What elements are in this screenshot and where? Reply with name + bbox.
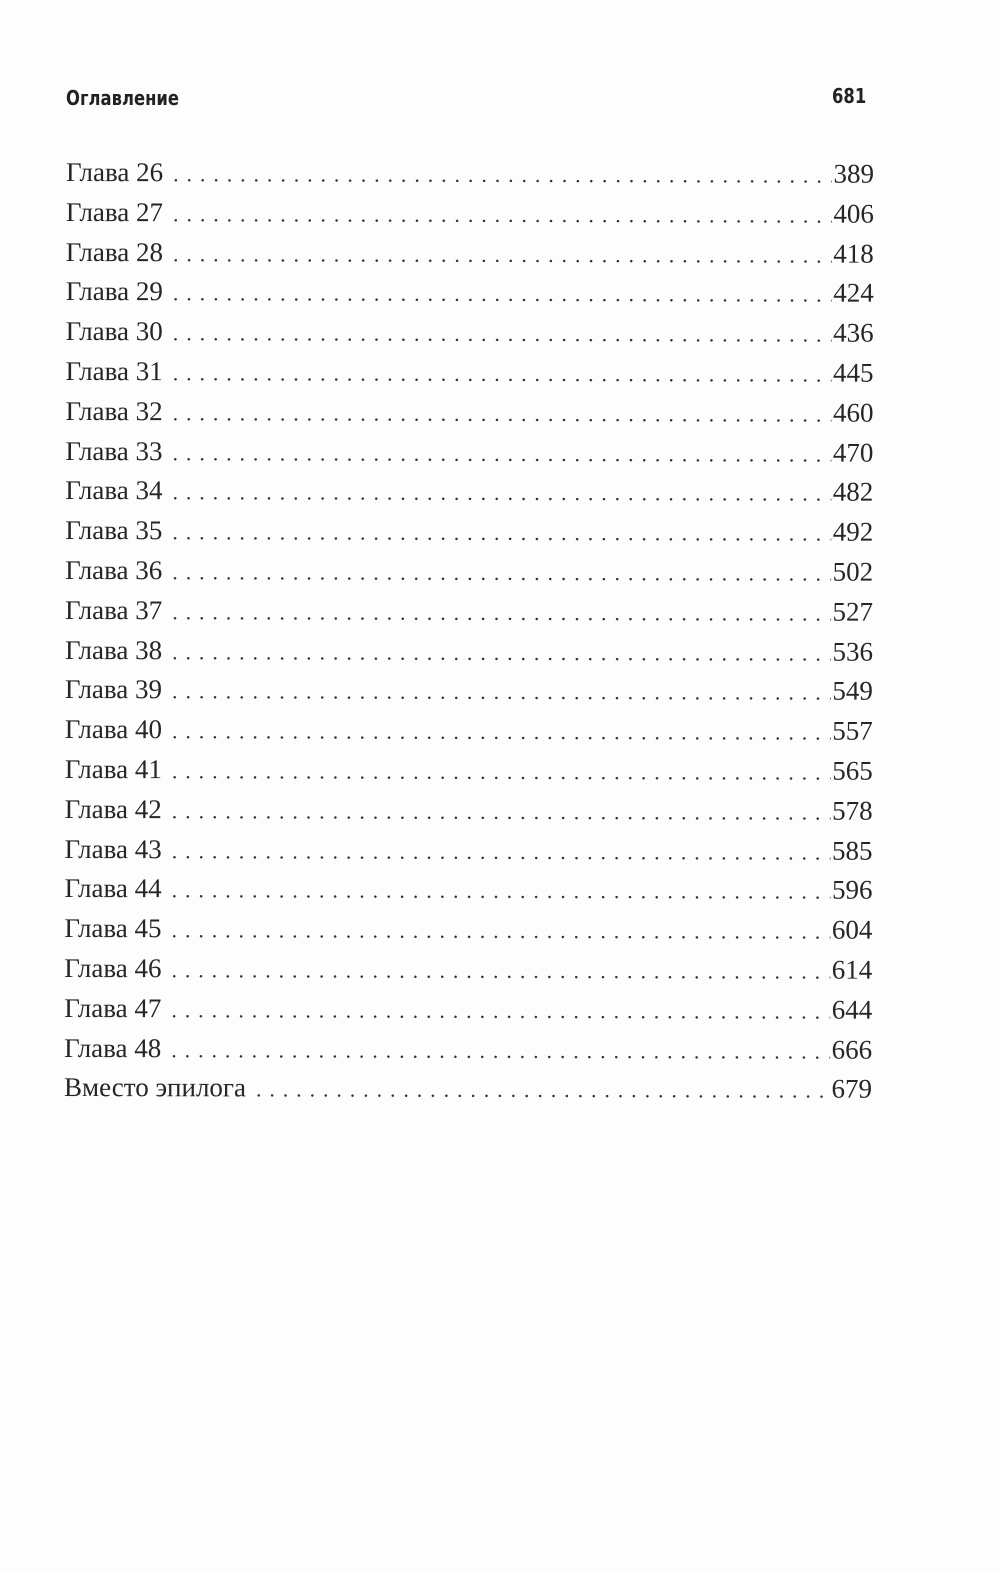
toc-entry-label: Глава 38	[64, 634, 163, 665]
toc-entry-label: Глава 37	[65, 594, 163, 625]
toc-entry	[64, 834, 872, 875]
toc-entry-page: 614	[831, 954, 873, 985]
toc-entry-page: 406	[833, 198, 874, 229]
toc-entry	[64, 873, 872, 914]
toc-entry	[64, 993, 872, 1034]
dot-leader	[173, 201, 831, 228]
dot-leader	[172, 917, 830, 944]
toc-entry-label: Глава 33	[65, 435, 163, 466]
toc-entry	[65, 595, 873, 636]
toc-entry	[65, 714, 873, 755]
dot-leader	[172, 480, 830, 507]
toc-entry-page: 536	[832, 636, 873, 667]
dot-leader	[171, 997, 829, 1024]
dot-leader	[172, 758, 830, 785]
toc-entry-label: Глава 48	[64, 1032, 162, 1063]
toc-entry-label: Глава 29	[65, 276, 163, 307]
toc-entry-label: Глава 47	[64, 992, 162, 1023]
toc-entry-page: 470	[832, 437, 874, 468]
running-head-title: Оглавление	[66, 86, 180, 110]
dot-leader	[173, 360, 831, 387]
toc-entry-label: Глава 45	[64, 913, 162, 944]
dot-leader	[172, 559, 830, 586]
table-of-contents	[64, 157, 874, 1114]
toc-entry-label: Глава 35	[65, 515, 163, 546]
toc-entry	[65, 674, 873, 715]
toc-entry	[65, 635, 873, 676]
toc-entry-label: Глава 36	[65, 554, 163, 586]
toc-entry-page: 565	[832, 755, 873, 786]
toc-entry-page: 644	[831, 994, 873, 1025]
dot-leader	[171, 1037, 829, 1064]
toc-entry-page: 557	[832, 715, 873, 746]
toc-entry-page: 666	[831, 1034, 873, 1065]
toc-entry-label: Глава 32	[65, 395, 163, 426]
dot-leader	[172, 718, 830, 745]
toc-entry	[64, 1072, 872, 1113]
dot-leader	[172, 639, 830, 666]
dot-leader	[172, 798, 830, 825]
toc-entry-page: 482	[832, 476, 874, 508]
toc-entry-page: 604	[831, 914, 873, 945]
toc-entry-page: 578	[832, 795, 873, 826]
toc-entry	[64, 953, 872, 994]
toc-entry	[66, 316, 874, 357]
toc-entry-label: Глава 42	[64, 793, 162, 824]
toc-entry-page: 492	[832, 516, 874, 547]
toc-entry-page: 389	[833, 158, 874, 189]
toc-entry-label: Глава 41	[64, 753, 162, 785]
page-number: 681	[832, 84, 867, 108]
toc-entry	[66, 197, 874, 238]
toc-entry-label: Глава 30	[65, 316, 163, 347]
toc-entry	[65, 794, 873, 835]
toc-entry	[65, 754, 873, 795]
dot-leader	[172, 679, 830, 706]
dot-leader	[172, 878, 830, 905]
toc-entry-label: Глава 28	[65, 236, 164, 267]
dot-leader	[172, 599, 830, 626]
toc-entry-label: Вместо эпилога	[64, 1072, 247, 1103]
dot-leader	[173, 281, 831, 308]
toc-entry-page: 679	[831, 1073, 873, 1105]
toc-entry	[65, 475, 873, 516]
dot-leader	[173, 161, 831, 188]
toc-entry	[65, 555, 873, 596]
toc-entry-label: Глава 39	[64, 674, 163, 705]
dot-leader	[172, 519, 830, 546]
toc-entry-label: Глава 26	[65, 157, 164, 188]
toc-entry-page: 596	[831, 874, 873, 906]
toc-entry	[65, 436, 873, 477]
toc-entry	[66, 157, 874, 198]
toc-entry-page: 549	[832, 675, 873, 707]
toc-entry	[65, 356, 873, 397]
toc-entry-page: 460	[832, 397, 874, 428]
toc-entry-label: Глава 46	[64, 952, 162, 984]
toc-entry-label: Глава 44	[64, 873, 162, 904]
toc-entry	[66, 237, 874, 278]
toc-entry-label: Глава 40	[64, 714, 163, 745]
toc-entry-page: 418	[833, 238, 874, 269]
toc-entry-page: 585	[832, 835, 873, 866]
dot-leader	[173, 320, 831, 347]
toc-entry-page: 436	[833, 317, 874, 348]
toc-entry-label: Глава 31	[65, 355, 163, 387]
toc-entry-page: 424	[833, 277, 874, 309]
dot-leader	[173, 440, 831, 467]
toc-entry-label: Глава 43	[64, 833, 162, 864]
dot-leader	[172, 838, 830, 865]
dot-leader	[256, 1077, 830, 1104]
toc-entry-page: 445	[833, 357, 874, 388]
toc-entry	[66, 276, 874, 317]
toc-entry	[65, 396, 873, 437]
toc-entry-label: Глава 34	[65, 475, 163, 506]
dot-leader	[171, 957, 829, 984]
toc-entry-page: 527	[832, 596, 874, 627]
toc-entry-label: Глава 27	[65, 196, 164, 228]
dot-leader	[173, 400, 831, 427]
toc-entry	[64, 913, 872, 954]
toc-entry	[65, 515, 873, 556]
toc-entry-page: 502	[832, 556, 874, 587]
dot-leader	[173, 241, 831, 268]
toc-entry	[64, 1033, 872, 1074]
